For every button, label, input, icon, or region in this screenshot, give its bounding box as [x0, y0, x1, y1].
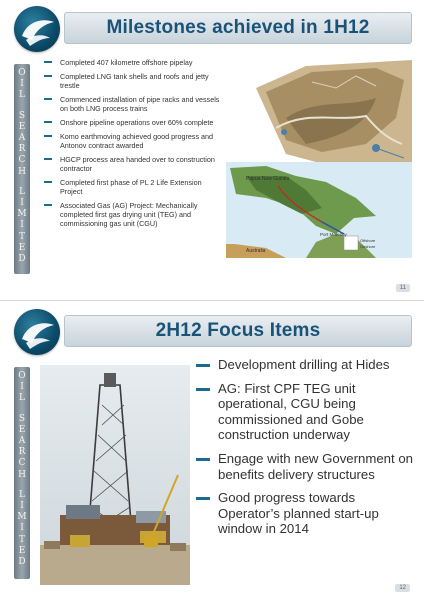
side-brand-bar — [14, 367, 30, 579]
side-letter: O — [18, 371, 26, 381]
bullet-dash — [196, 458, 210, 461]
list-item — [196, 451, 414, 482]
side-letter: I — [20, 523, 24, 534]
bullet-text: Komo earthmoving achieved good progress and Antonov contract awarded — [60, 131, 214, 150]
side-letter: E — [18, 121, 26, 132]
side-letter: I — [20, 198, 24, 209]
bullet-dash — [196, 497, 210, 500]
list-item — [196, 490, 414, 537]
focus-list — [196, 357, 414, 545]
list-item — [44, 132, 222, 150]
side-letter: H — [18, 166, 26, 177]
list-item — [196, 357, 414, 373]
side-letter: L — [19, 90, 25, 101]
side-letter: E — [18, 545, 26, 556]
bullet-text: AG: First CPF TEG unit operational, CGU being commissioned and Gobe construction underway — [218, 380, 364, 443]
list-item — [44, 178, 222, 196]
map-label-png: Papua New Guinea — [246, 176, 290, 182]
oil-search-logo — [14, 6, 60, 52]
slide-title: Milestones achieved in 1H12 — [106, 17, 370, 38]
bullet-text: Onshore pipeline operations over 60% complete — [60, 117, 214, 127]
side-letter: E — [18, 424, 26, 435]
side-letter: C — [18, 155, 26, 166]
list-item — [44, 201, 222, 229]
bullet-dash — [44, 75, 52, 77]
bullet-dash — [44, 204, 52, 206]
bullet-text: Completed 407 kilometre offshore pipelay — [60, 58, 193, 67]
map-label-port-moresby: Port Moresby — [320, 232, 347, 237]
side-letter: T — [18, 534, 25, 545]
side-letter: I — [20, 382, 24, 393]
side-letter: L — [19, 489, 25, 500]
side-letter: T — [18, 231, 25, 242]
bullet-text: Good progress towards Operator’s planned start-up window in 2014 — [218, 490, 379, 537]
side-letter: C — [18, 458, 26, 469]
list-item — [44, 155, 222, 173]
side-letter: S — [18, 413, 26, 424]
bullet-text: Development drilling at Hides — [218, 357, 390, 372]
bullet-dash — [44, 121, 52, 123]
bullet-text: Engage with new Government on benefits delivery structures — [218, 450, 413, 482]
side-letter: O — [18, 68, 26, 78]
slide-title: 2H12 Focus Items — [155, 320, 321, 341]
page-number: 11 — [396, 284, 410, 292]
pipeline-map — [226, 58, 412, 258]
title-bar — [64, 315, 412, 347]
side-brand-bar — [14, 64, 30, 274]
side-letter: H — [18, 469, 26, 480]
side-letter: D — [18, 254, 26, 265]
side-letter: L — [19, 186, 25, 197]
side-letter: M — [17, 512, 27, 523]
list-item — [44, 118, 222, 127]
oil-search-logo — [14, 309, 60, 355]
drilling-rig-photo — [40, 365, 190, 585]
side-letter: D — [18, 557, 26, 568]
bullet-dash — [44, 98, 52, 100]
map-label-australia: Australia — [246, 248, 266, 254]
bullet-text: HGCP process area handed over to construction contractor — [60, 154, 215, 173]
side-letter: I — [20, 220, 24, 231]
list-item — [196, 381, 414, 443]
page-number: 12 — [395, 584, 410, 592]
terrain-inset — [256, 60, 412, 170]
side-letter: I — [20, 79, 24, 90]
legend-onshore: Onshore — [360, 244, 376, 249]
title-bar — [64, 12, 412, 44]
bullet-dash — [196, 388, 210, 391]
bullet-text: Completed first phase of PL 2 Life Extension Project — [60, 177, 202, 196]
slide-focus-items — [0, 300, 424, 600]
bullet-dash — [44, 135, 52, 137]
list-item — [44, 58, 222, 67]
legend-offshore: Offshore — [360, 238, 376, 243]
side-letter: E — [18, 242, 26, 253]
side-letter: I — [20, 501, 24, 512]
side-letter: R — [18, 144, 26, 155]
side-letter: S — [18, 110, 26, 121]
bullet-dash — [44, 61, 52, 63]
bullet-dash — [44, 181, 52, 183]
side-letter: A — [18, 436, 26, 447]
bullet-dash — [196, 364, 210, 367]
list-item — [44, 95, 222, 113]
bullet-dash — [44, 158, 52, 160]
bullet-text: Completed LNG tank shells and roofs and jetty trestle — [60, 71, 209, 90]
list-item — [44, 72, 222, 90]
side-letter: R — [18, 447, 26, 458]
side-letter: A — [18, 133, 26, 144]
side-letter: L — [19, 393, 25, 404]
milestone-list — [44, 58, 222, 233]
bullet-text: Associated Gas (AG) Project: Mechanically completed first gas drying unit (TEG) and commissioning gas unit (CGU) — [60, 200, 198, 228]
side-letter: M — [17, 209, 27, 220]
bullet-text: Commenced installation of pipe racks and vessels on both LNG process trains — [60, 94, 220, 113]
